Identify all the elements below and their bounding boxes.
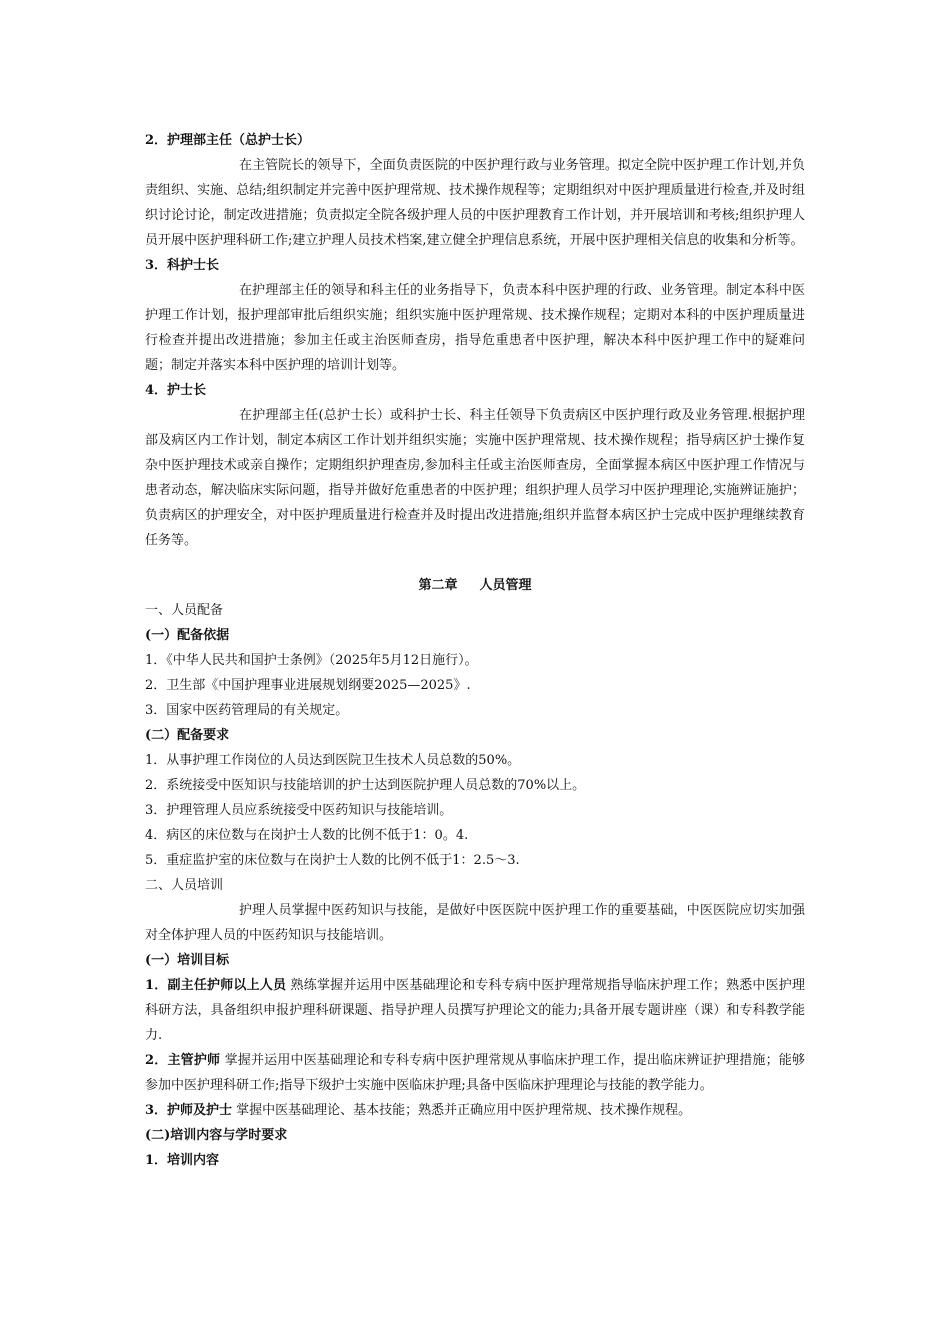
training-goals-heading: (一）培训目标 bbox=[145, 953, 230, 968]
training-intro: 护理人员掌握中医药知识与技能，是做好中医医院中医护理工作的重要基础，中医医院应切实加强对全体护理人员的中医药知识与技能培训。 bbox=[145, 903, 805, 943]
training-heading: 二、人员培训 bbox=[145, 878, 224, 893]
staffing-basis-heading: (一）配备依据 bbox=[145, 628, 230, 643]
section-body-dept-head-nurse: 在护理部主任的领导和科主任的业务指导下，负责本科中医护理的行政、业务管理。制定本科中医护理工作计划，报护理部审批后组织实施；组织实施中医护理常规、技术操作规程；定期对本科的中医护理质量进行检查并提出改进措施；参加主任或主治医师查房，指导危重患者中医护理，解决本科中医护理工作中的疑难问题；制定并落实本科中医护理的培训计划等。 bbox=[145, 283, 805, 373]
section-heading-head-nurse: 4．护士长 bbox=[145, 383, 207, 398]
training-content-heading: (二)培训内容与学时要求 bbox=[145, 1128, 288, 1143]
goal-label: 3．护师及护士 bbox=[145, 1103, 233, 1118]
chapter-name: 人员管理 bbox=[479, 578, 532, 593]
section-heading-director: 2．护理部主任（总护士长） bbox=[145, 133, 311, 148]
training-goal-nurse bbox=[145, 1098, 805, 1123]
training-goal-supervisor bbox=[145, 1048, 805, 1098]
list-item: 1．《中华人民共和国护士条例》（2025年5月12日施行）。 bbox=[145, 653, 478, 668]
training-goal-senior bbox=[145, 973, 805, 1048]
staffing-heading: 一、人员配备 bbox=[145, 603, 224, 618]
list-item: 4．病区的床位数与在岗护士人数的比例不低于1：0。4. bbox=[145, 828, 469, 843]
goal-label: 1．副主任护师以上人员 bbox=[145, 978, 287, 993]
goal-text: 熟练掌握并运用中医基础理论和专科专病中医护理常规指导临床护理工作；熟悉中医护理科研方法，具备组织申报护理科研课题、指导护理人员撰写护理论文的能力;具备开展专题讲座（课）和专科教学能力. bbox=[145, 978, 806, 1043]
goal-label: 2．主管护师 bbox=[145, 1053, 221, 1068]
section-body-director: 在主管院长的领导下，全面负责医院的中医护理行政与业务管理。拟定全院中医护理工作计划,并负责组织、实施、总结;组织制定并完善中医护理常规、技术操作规程等；定期组织对中医护理质量进行检查,并及时组织讨论讨论，制定改进措施；负责拟定全院各级护理人员的中医护理教育工作计划，并开展培训和考核;组织护理人员开展中医护理科研工作;建立护理人员技术档案,建立健全护理信息系统，开展中医护理相关信息的收集和分析等。 bbox=[145, 158, 805, 248]
chapter-title bbox=[145, 553, 805, 598]
goal-text: 掌握中医基础理论、基本技能；熟悉并正确应用中医护理常规、技术操作规程。 bbox=[232, 1103, 692, 1118]
chapter-number: 第二章 bbox=[418, 578, 458, 593]
section-body-head-nurse: 在护理部主任(总护士长）或科护士长、科主任领导下负责病区中医护理行政及业务管理.根据护理部及病区内工作计划，制定本病区工作计划并组织实施；实施中医护理常规、技术操作规程；指导病区护士操作复杂中医护理技术或亲自操作；定期组织护理查房,参加科主任或主治医师查房，全面掌握本病区中医护理工作情况与患者动态，解决临床实际问题，指导并做好危重患者的中医护理；组织护理人员学习中医护理理论,实施辨证施护；负责病区的护理安全，对中医护理质量进行检查并及时提出改进措施;组织并监督本病区护士完成中医护理继续教育任务等。 bbox=[145, 408, 805, 548]
list-item: 2．卫生部《中国护理事业进展规划纲要2025—2025》. bbox=[145, 678, 471, 693]
list-item: 2．系统接受中医知识与技能培训的护士达到医院护理人员总数的70%以上。 bbox=[145, 778, 586, 793]
goal-text: 掌握并运用中医基础理论和专科专病中医护理常规从事临床护理工作，提出临床辨证护理措施；能够参加中医护理科研工作;指导下级护士实施中医临床护理;具备中医临床护理理论与技能的教学能力。 bbox=[145, 1053, 806, 1093]
list-item: 3．国家中医药管理局的有关规定。 bbox=[145, 703, 349, 718]
staffing-requirements-heading: (二）配备要求 bbox=[145, 728, 230, 743]
list-item: 3．护理管理人员应系统接受中医药知识与技能培训。 bbox=[145, 803, 453, 818]
document-page bbox=[145, 128, 805, 1173]
list-item: 1．从事护理工作岗位的人员达到医院卫生技术人员总数的50%。 bbox=[145, 753, 521, 768]
training-content-subheading: 1．培训内容 bbox=[145, 1153, 220, 1168]
list-item: 5．重症监护室的床位数与在岗护士人数的比例不低于1：2.5～3. bbox=[145, 853, 520, 868]
section-heading-dept-head-nurse: 3．科护士长 bbox=[145, 258, 220, 273]
